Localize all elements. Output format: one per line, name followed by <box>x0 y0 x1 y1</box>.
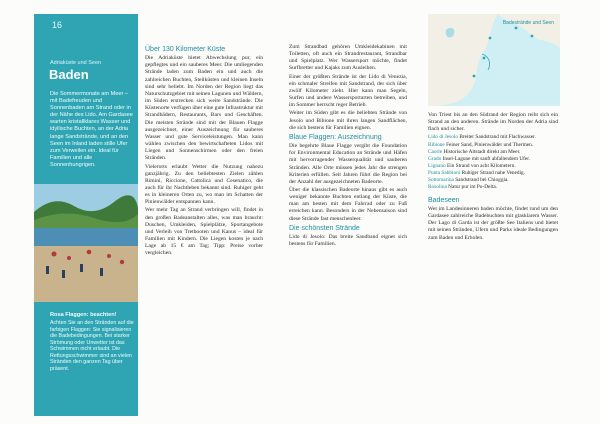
list-item <box>428 156 558 163</box>
list-item-text: Ein Strand von acht Kilometern. <box>446 162 516 169</box>
list-item-text: Sandstrand bei Chioggia. <box>455 177 509 184</box>
list-item <box>428 184 558 191</box>
list-item-title: Grado <box>428 155 443 162</box>
column-2-paragraph: Über die klassischen Badeorte hinaus gibt es auch weniger bekannte Buchten entlang der Küste, die man am besten mit dem Fahrrad oder zu Fuß erreichen kann. Besonders in der Nebensaison sind diese Strände fast menschenleer. <box>289 186 407 222</box>
column-2 <box>289 44 407 249</box>
list-item <box>428 170 558 177</box>
column-2-paragraph: Einer der größten Strände ist der Lido di Venezia, ein schmaler Streifen mit Sandstrand, der sich über zwölf Kilometer zieht. Hier kann man Segeln, Surfen und andere Wassersportarten betreiben, und im Sommer herrscht reger Betrieb. <box>289 73 407 109</box>
section-kicker: Adriaküste und Seen <box>50 60 102 66</box>
section-heading: Badeseen <box>428 196 460 204</box>
list-item <box>428 142 558 149</box>
caption-text: Achten Sie an den Stränden auf die farbigen Flaggen: Sie signalisieren die Badebedingungen. Bei starker Strömung oder Unwetter ist das Schwimmen nicht erlaubt. Die Rettungsschwimmer sind an vielen Stränden den ganzen Tag über präsent. <box>50 320 134 372</box>
caption-title: Rosa Flaggen: beachten! <box>50 312 117 318</box>
list-item-text: Breiter Sandstrand mit Flachwasser. <box>459 134 536 141</box>
column-2-heading: Die schönsten Strände <box>289 224 360 232</box>
sidebar-panel <box>34 14 138 416</box>
column-1-paragraph: Die Adriaküste bietet Abwechslung pur, ein gepflegtes und ein sauberes Meer. Die umliegenden Strände laden zum Baden ein und auch die zahlreichen Buchten, Steilküsten und kleinen Inseln sind sehr beliebt. Im Norden der Region liegt das Naturschutzgebiet mit seinen Lagunen und Wäldern, im Süden erstrecken sich weite Sandstrände. Die Küstenorte verfügen über eine gute Infrastruktur mit Strandbädern, Restaurants, Bars und Geschäften. Die meisten Strände sind mit der Blauen Flagge ausgezeichnet, einer Auszeichnung für sauberes Wasser und gute Serviceleistungen. Man kann wählen zwischen den bewirtschafteten Lidos mit Liegen und Sonnenschirmen oder den freien Stränden. <box>145 55 263 162</box>
column-1 <box>145 44 263 259</box>
list-item-title: Lignano <box>428 162 447 169</box>
page-title: Baden <box>49 67 89 82</box>
column-2-paragraph: Lido di Jesolo: Das breite Sandband eignet sich bestens für Familien. <box>289 233 407 248</box>
page-number: 16 <box>52 20 63 30</box>
list-item <box>428 163 558 170</box>
column-2-paragraph: Die begehrte Blaue Flagge vergibt die Foundation for Environmental Education an Strände und Häfen mit hervorragender Wasserqualität und sauberen Stränden. Alle Orte müssen jedes Jahr die strengen Kriterien erfüllen. Seit Jahren führt die Region bei der Anzahl der ausgezeichneten Badeorte. <box>289 143 407 185</box>
list-item-title: Lido di Jesolo <box>428 134 460 141</box>
list-item-text: Natur pur im Po-Delta. <box>448 184 498 191</box>
beach-photo <box>34 184 138 302</box>
list-item-text: Feiner Sand, Pinienwälder und Thermen. <box>446 141 534 148</box>
region-map <box>428 14 560 106</box>
list-item-title: Caorle <box>428 148 444 155</box>
list-item <box>428 134 558 141</box>
intro-text: Die Sommermonate am Meer – mit Badefreuden und Sonnenbaden am Strand oder in der Nähe des Lido. Am Gardasee warten kristallklares Wasser und idyllische Buchten, an der Adria lange Sandstrände, und an den Seen im Inland laden stille Ufer zum Verweilen ein. Ideal für Familien und alle Sonnenhungrigen. <box>50 91 134 168</box>
beach-list <box>428 134 558 190</box>
list-item-text: Insel-Lagune mit sanft abfallendem Ufer. <box>442 155 531 162</box>
column-1-heading: Über 130 Kilometer Küste <box>145 46 226 53</box>
list-item <box>428 177 558 184</box>
column-3-paragraph: Wer im Landesinneren baden möchte, findet rund um den Gardasee zahlreiche Badebuchten mit glasklarem Wasser. Der Lago di Garda ist der größte See Italiens und bietet mit seinen Stränden, Ufern und Parks ideale Bedingungen zum Baden und Erholen. <box>428 205 558 241</box>
column-2-paragraph: Weiter im Süden gibt es die beliebten Strände von Jesolo und Bibione mit ihren langen Sandflächen, die sich bestens für Familien eignen. <box>289 110 407 131</box>
list-item <box>428 149 558 156</box>
list-item-title: Rosolina <box>428 184 449 191</box>
list-item-text: Ruhiger Strand nahe Venedig. <box>461 169 526 176</box>
column-1-paragraph: Wer mehr Tag an Strand verbringen will, findet in den großen Badeanstalten alles, was man braucht: Duschen, Umkleiden, Spielplätze, Sportangebote und Verleih von Tretbooten und Kanus – ideal für Familien mit Kindern. Die Liegen kosten je nach Lage ab 15 € am Tag; Tipp: Preise vorher vergleichen. <box>145 207 263 257</box>
list-item-title: Sottomarina <box>428 177 456 184</box>
list-item-title: Bibione <box>428 141 447 148</box>
list-item-text: Historische Altstadt direkt am Meer. <box>443 148 521 155</box>
column-2-paragraph: Zum Strandbad gehören Umkleidekabinen mit Toiletten, oft auch ein Strandrestaurant, Strandbar und Spielplatz. Wer Wassersport möchte, findet Surfbretter und Kajaks zum Ausleihen. <box>289 44 407 72</box>
column-1-paragraph: Vielerorts erlaubt Wetter die Nutzung nahezu ganzjährig. Zu den beliebtesten Zielen zählen Rimini, Riccione, Cattolica und Cesenatico, die auch für ihr Nachtleben bekannt sind. Ruhiger geht es in kleineren Orten zu, wo man im Schatten der Pinienwälder entspannen kann. <box>145 163 263 206</box>
column-3-paragraph: Von Triest bis an den Südrand der Region reiht sich ein Strand an den anderen. Strände im Norden der Adria sind flach und sicher. <box>428 112 558 133</box>
list-item-title: Punta Sabbioni <box>428 169 462 176</box>
column-2-heading: Blaue Flaggen: Auszeichnung <box>289 133 382 141</box>
map-label: Badestrände und Seen <box>502 20 554 26</box>
column-3 <box>428 112 558 243</box>
